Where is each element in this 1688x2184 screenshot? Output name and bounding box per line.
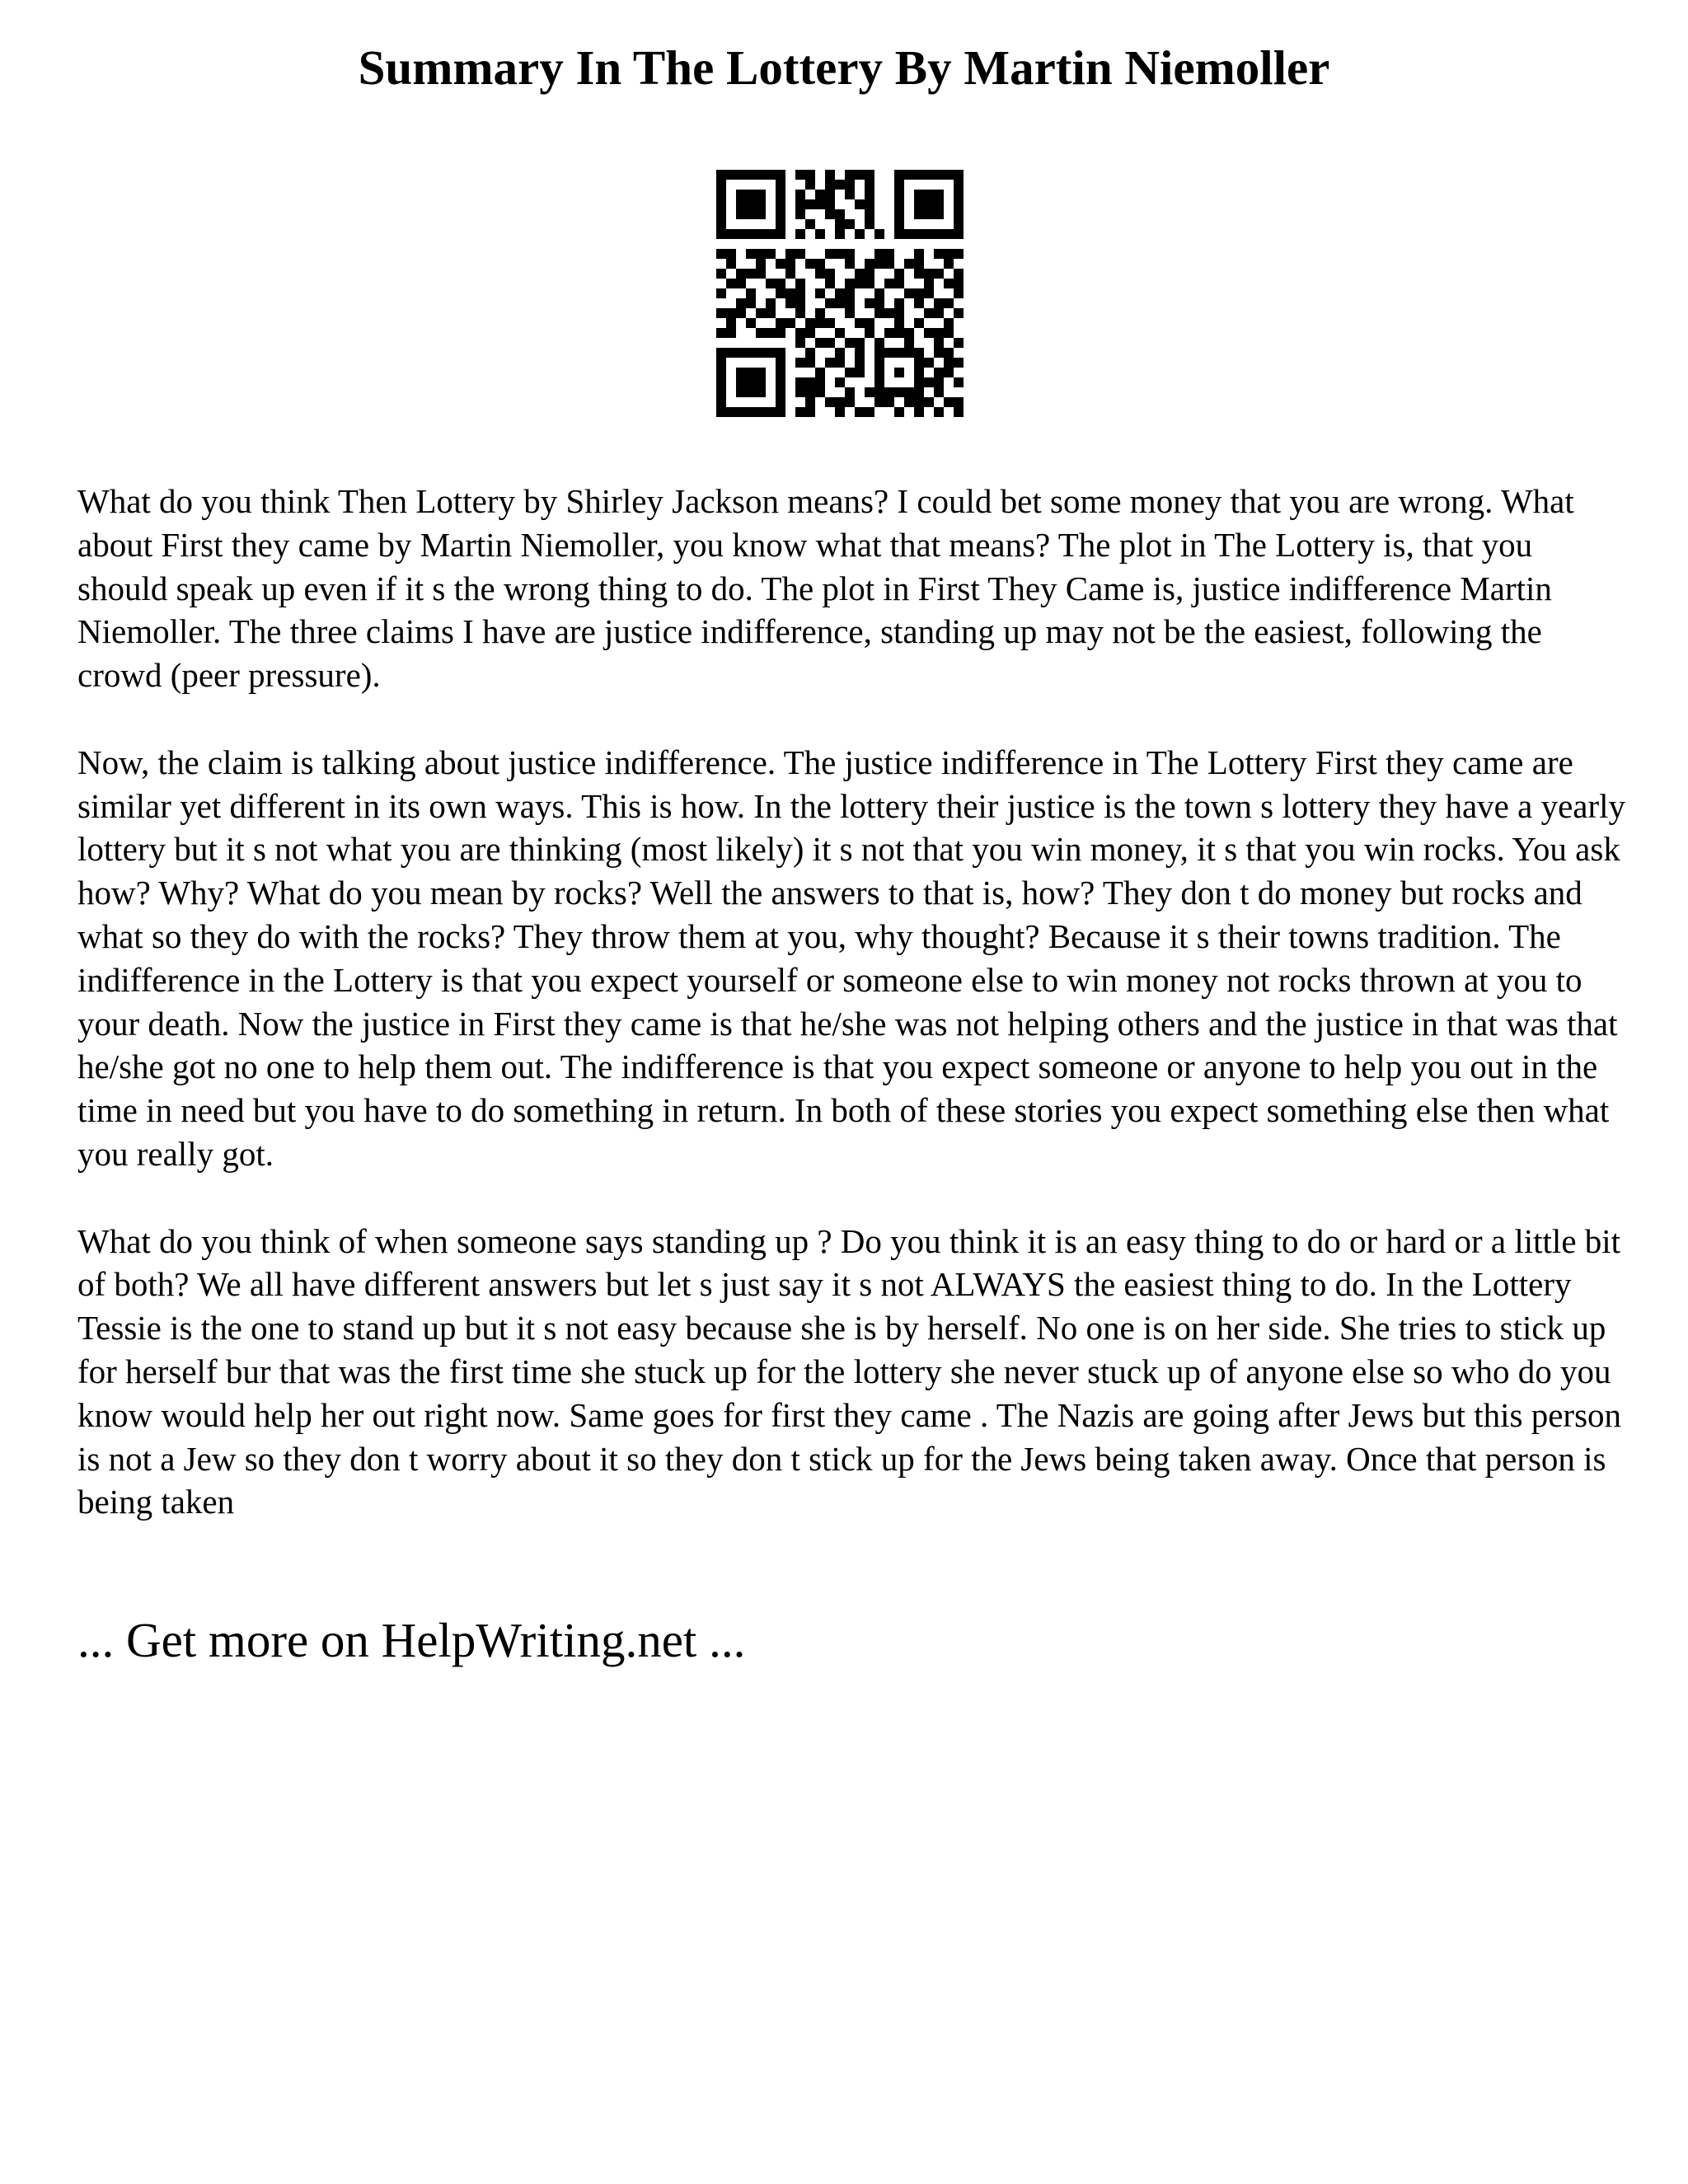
helpwriting-link[interactable]: ... Get more on HelpWriting.net ...	[77, 1613, 746, 1667]
essay-body	[77, 480, 1627, 1568]
qr-code-icon	[716, 170, 964, 417]
paragraph: What do you think Then Lottery by Shirley Jackson means? I could bet some money that you are wrong. What about First they came by Martin Niemoller, you know what that means? The plot in The Lottery is, that you should speak up even if it s the wrong thing to do. The plot in First They Came is, justice indifference Martin Niemoller. The three claims I have are justice indifference, standing up may not be the easiest, following the crowd (peer pressure).	[77, 482, 1574, 695]
paragraph: Now, the claim is talking about justice indifference. The justice indifference in The Lottery First they came are similar yet different in its own ways. This is how. In the lottery their justice is the town s lottery they have a yearly lottery but it s not what you are thinking (most likely) it s not that you win money, it s that you win rocks. You ask how? Why? What do you mean by rocks? Well the answers to that is, how? They don t do money but rocks and what so they do with the rocks? They throw them at you, why thought? Because it s their towns tradition. The indifference in the Lottery is that you expect yourself or someone else to win money not rocks thrown at you to your death. Now the justice in First they came is that he/she was not helping others and the justice in that was that he/she got no one to help them out. The indifference is that you expect someone or anyone to help you out in the time in need but you have to do something in return. In both of these stories you expect something else then what you really got.	[77, 743, 1626, 1173]
paragraph: What do you think of when someone says standing up ? Do you think it is an easy thing to do or hard or a little bit of both? We all have different answers but let s just say it s not ALWAYS the easiest thing to do. In the Lottery Tessie is the one to stand up but it s not easy because she is by herself. No one is on her side. She tries to stick up for herself bur that was the first time she stuck up for the lottery she never stuck up of anyone else so who do you know would help her out right now. Same goes for first they came . The Nazis are going after Jews but this person is not a Jew so they don t worry about it so they don t stick up for the Jews being taken away. Once that person is being taken	[77, 1221, 1622, 1521]
page-title: Summary In The Lottery By Martin Niemoller	[358, 40, 1330, 95]
